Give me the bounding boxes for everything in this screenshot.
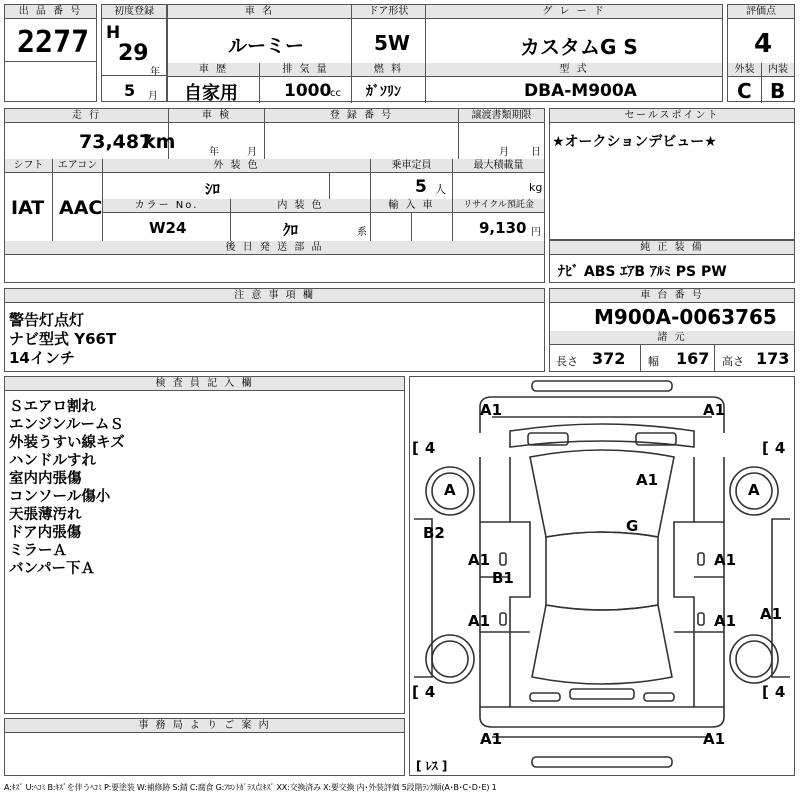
recycle-fee: 9,130 bbox=[479, 219, 527, 237]
spare-tire-less-label: ﾚｽ bbox=[425, 759, 438, 773]
registration-year: 29 bbox=[118, 41, 149, 66]
max-load-label: 最大積載量 bbox=[453, 159, 544, 173]
mark-front-right: A1 bbox=[703, 401, 726, 419]
mark-tire-fr: 4 bbox=[774, 439, 786, 457]
grade: カスタムG S bbox=[520, 35, 638, 59]
mark-quarter-right: A1 bbox=[760, 605, 783, 623]
displacement: 1000 bbox=[284, 81, 332, 101]
first-registration-box bbox=[101, 4, 167, 102]
inspector-box bbox=[4, 376, 405, 714]
lot-number: 2277 bbox=[17, 25, 90, 60]
exterior-label: 外装 bbox=[728, 63, 761, 77]
color-label: 外 装 色 bbox=[103, 159, 370, 173]
length-label: 長さ bbox=[556, 355, 578, 368]
year-unit: 年 bbox=[150, 67, 160, 78]
car-info-box bbox=[167, 4, 723, 102]
lot-number-box bbox=[4, 4, 97, 102]
office-notice-box bbox=[4, 718, 405, 776]
model-label: 型 式 bbox=[426, 63, 722, 77]
inspector-line: ハンドルすれ bbox=[9, 453, 96, 469]
mark-sill-left: B1 bbox=[492, 569, 514, 587]
shift: IAT bbox=[11, 197, 45, 219]
mark-door-left-front: A1 bbox=[468, 551, 491, 569]
chassis-number: M900A-0063765 bbox=[594, 305, 777, 329]
model-code: DBA-M900A bbox=[524, 81, 637, 101]
mark-door-right-front: A1 bbox=[714, 551, 737, 569]
tire-rr-bracket: [ 4 bbox=[762, 683, 791, 701]
max-load-unit: kg bbox=[529, 181, 543, 194]
mileage: 73,487 bbox=[79, 131, 153, 153]
mileage-unit: km bbox=[143, 131, 176, 153]
height-label: 高さ bbox=[722, 355, 744, 368]
width-value: 167 bbox=[676, 349, 710, 368]
overall-score: 4 bbox=[754, 29, 773, 59]
mark-tire-fl: 4 bbox=[424, 439, 436, 457]
chassis-label: 車 台 番 号 bbox=[550, 289, 794, 303]
capacity: 5 bbox=[415, 177, 427, 197]
vehicle-history: 自家用 bbox=[184, 83, 238, 104]
inspection-year-unit: 年 bbox=[209, 147, 219, 158]
later-parts-label: 後 日 発 送 部 品 bbox=[5, 241, 544, 255]
equipment-box bbox=[549, 240, 795, 283]
mark-door-right-rear: A1 bbox=[714, 612, 737, 630]
tire-fl-bracket: [ 4 bbox=[412, 439, 441, 457]
exterior-grade: C bbox=[737, 79, 752, 103]
registration-number-label: 登 録 番 号 bbox=[265, 109, 458, 123]
inspector-line: ミラーＡ bbox=[9, 543, 67, 559]
sales-point-box bbox=[549, 108, 795, 240]
car-outline-drawing bbox=[410, 377, 794, 775]
equipment-list: ﾅﾋﾞ ABS ｴｱB ｱﾙﾐ PS PW bbox=[558, 264, 727, 280]
inspector-line: 外装うすい線キズ bbox=[9, 435, 125, 451]
damage-diagram bbox=[409, 376, 795, 776]
notes-box bbox=[4, 288, 545, 372]
notes-label: 注 意 事 項 欄 bbox=[5, 289, 544, 303]
note-line: 14インチ bbox=[9, 349, 75, 367]
inspection-label: 車 検 bbox=[169, 109, 264, 123]
transfer-day-unit: 日 bbox=[531, 147, 541, 158]
color-number-label: カラー No. bbox=[103, 199, 230, 213]
displacement-label: 排 気 量 bbox=[260, 63, 351, 77]
chassis-box bbox=[549, 288, 795, 372]
mark-tire-rl: 4 bbox=[424, 683, 436, 701]
legend: A:ｷｽﾞ U:ﾍｺﾐ B:ｷｽﾞを伴うﾍｺﾐ P:要塗装 W:補修跡 S:錆 C:腐食 G:ﾌﾛﾝﾄｶﾞﾗｽ点ｷｽﾞ XX:交換済み X:要交換 内･外装評価 5段階ﾗﾝｸ順(A･B･C･D･E) 1 bbox=[4, 783, 497, 792]
ac-label: エアコン bbox=[53, 159, 102, 173]
inspector-line: エンジンルームＳ bbox=[9, 417, 124, 433]
recycle-fee-unit: 円 bbox=[531, 227, 541, 238]
equipment-label: 純 正 装 備 bbox=[550, 241, 794, 255]
score-label: 評価点 bbox=[728, 5, 794, 19]
inspector-label: 検 査 員 記 入 欄 bbox=[5, 377, 404, 391]
grade-label: グ レ ー ド bbox=[426, 5, 722, 19]
score-box bbox=[727, 4, 795, 102]
mark-wheel-left: A bbox=[444, 481, 456, 499]
car-name: ルーミー bbox=[228, 35, 305, 57]
first-registration-label: 初度登録 bbox=[102, 5, 166, 19]
car-name-label: 車 名 bbox=[168, 5, 351, 19]
body-color: ｼﾛ bbox=[205, 180, 221, 198]
tire-fr-bracket: [ 4 bbox=[762, 439, 791, 457]
fuel: ｶﾞｿﾘﾝ bbox=[366, 84, 401, 100]
door-label: ドア形状 bbox=[352, 5, 425, 19]
sales-point-text: ★オークションデビュー★ bbox=[552, 134, 717, 150]
interior-color-unit: 系 bbox=[357, 227, 367, 238]
month-unit: 月 bbox=[148, 91, 158, 102]
shift-label: シフト bbox=[5, 159, 52, 173]
sales-point-label: セールスポイント bbox=[550, 109, 794, 123]
height-value: 173 bbox=[756, 349, 790, 368]
note-line: 警告灯点灯 bbox=[9, 311, 85, 329]
interior-color-label: 内 装 色 bbox=[231, 199, 370, 213]
spec-label: 諸 元 bbox=[550, 331, 794, 345]
inspector-line: Ｓエアロ割れ bbox=[9, 399, 96, 415]
mark-door-left-rear: A1 bbox=[468, 612, 491, 630]
history-label: 車 歴 bbox=[168, 63, 259, 77]
import-label: 輸 入 車 bbox=[371, 199, 452, 213]
color-number: W24 bbox=[149, 219, 187, 237]
recycle-fee-label: リサイクル預託金 bbox=[453, 199, 544, 213]
transfer-month-unit: 月 bbox=[499, 147, 509, 158]
length-value: 372 bbox=[592, 349, 626, 368]
inspector-line: バンパー下Ａ bbox=[9, 561, 95, 577]
mark-roof: G bbox=[626, 517, 639, 535]
tire-rl-bracket: [ 4 bbox=[412, 683, 441, 701]
interior-color: ｸﾛ bbox=[283, 221, 299, 239]
mark-wheel-right: A bbox=[748, 481, 760, 499]
details-box bbox=[4, 108, 545, 283]
inspector-line: 天張薄汚れ bbox=[9, 507, 82, 523]
interior-grade: B bbox=[770, 79, 786, 103]
inspector-line: コンソール傷小 bbox=[9, 489, 111, 505]
mark-front-left: A1 bbox=[480, 401, 503, 419]
era: H bbox=[106, 23, 121, 43]
mark-hood: A1 bbox=[636, 471, 659, 489]
inspector-line: 室内内張傷 bbox=[9, 471, 82, 487]
spare-tire-less: [ ﾚｽ ] bbox=[416, 759, 448, 773]
mileage-label: 走 行 bbox=[5, 109, 168, 123]
inspection-month-unit: 月 bbox=[247, 147, 257, 158]
door-type: 5W bbox=[374, 31, 410, 55]
fuel-label: 燃 料 bbox=[352, 63, 425, 77]
mark-fender-left: B2 bbox=[423, 524, 445, 542]
mark-rear-right: A1 bbox=[703, 730, 726, 748]
mark-tire-rr: 4 bbox=[774, 683, 786, 701]
mark-rear-left: A1 bbox=[480, 730, 503, 748]
air-conditioner: AAC bbox=[59, 197, 103, 219]
displacement-unit: cc bbox=[330, 88, 341, 99]
capacity-unit: 人 bbox=[435, 183, 446, 196]
inspector-line: ドア内張傷 bbox=[9, 525, 82, 541]
transfer-deadline-label: 譲渡書類期限 bbox=[459, 109, 544, 123]
note-line: ナビ型式 Y66T bbox=[9, 330, 117, 348]
capacity-label: 乗車定員 bbox=[371, 159, 452, 173]
office-notice-label: 事 務 局 よ り ご 案 内 bbox=[5, 719, 404, 733]
registration-month: 5 bbox=[124, 81, 136, 100]
lot-number-label: 出 品 番 号 bbox=[5, 5, 96, 19]
width-label: 幅 bbox=[648, 355, 659, 368]
interior-label: 内装 bbox=[762, 63, 794, 77]
